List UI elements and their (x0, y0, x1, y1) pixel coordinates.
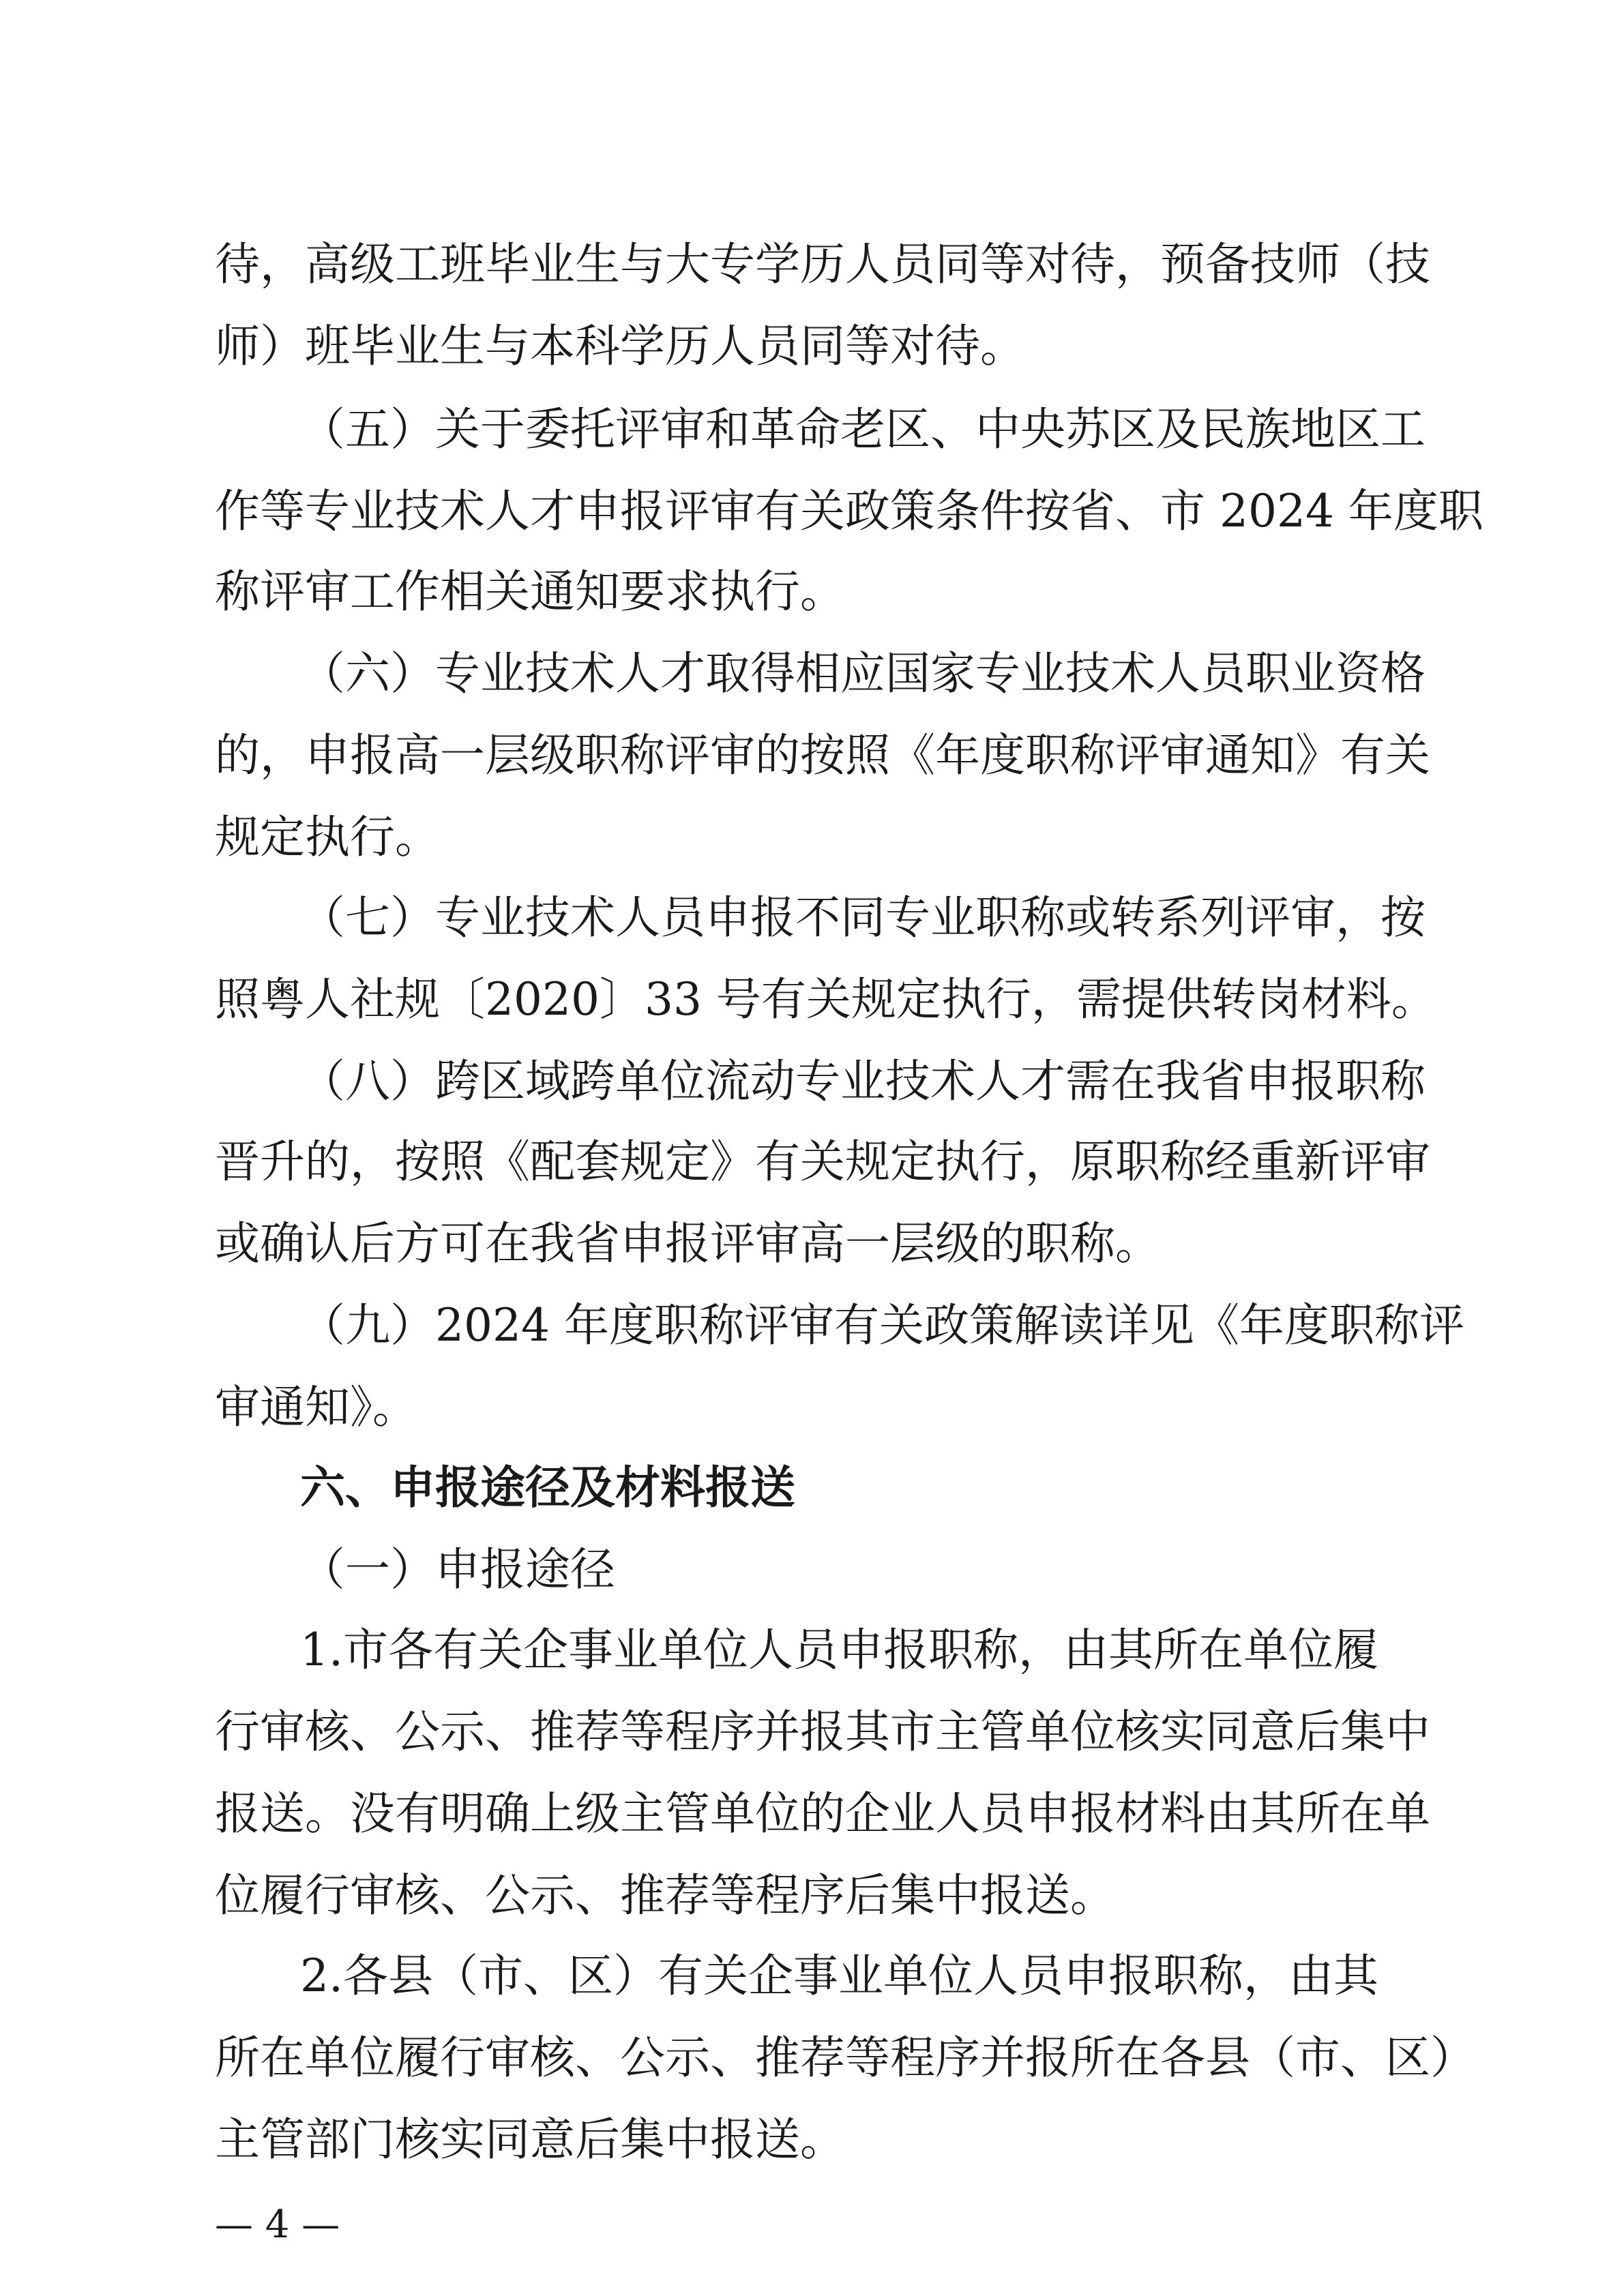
body-line: 行审核、公示、推荐等程序并报其市主管单位核实同意后集中 (215, 1705, 1430, 1758)
body-line: 待，高级工班毕业生与大专学历人员同等对待，预备技师（技 (215, 238, 1430, 290)
paragraph-five-start: （五）关于委托评审和革命老区、中央苏区及民族地区工 (300, 403, 1426, 456)
paragraph-six-start: （六）专业技术人才取得相应国家专业技术人员职业资格 (300, 647, 1426, 700)
item-one-start: 1.市各有关企事业单位人员申报职称，由其所在单位履 (300, 1624, 1378, 1676)
body-line: 的，申报高一层级职称评审的按照《年度职称评审通知》有关 (215, 729, 1430, 781)
subsection-heading: （一）申报途径 (300, 1543, 615, 1596)
body-line: 位履行审核、公示、推荐等程序后集中报送。 (215, 1869, 1115, 1922)
body-line: 报送。没有明确上级主管单位的企业人员申报材料由其所在单 (215, 1787, 1430, 1840)
body-line: 晋升的，按照《配套规定》有关规定执行，原职称经重新评审 (215, 1135, 1430, 1188)
item-two-start: 2.各县（市、区）有关企事业单位人员申报职称，由其 (300, 1950, 1378, 2002)
paragraph-nine-start: （九）2024 年度职称评审有关政策解读详见《年度职称评 (300, 1299, 1464, 1352)
body-line: 称评审工作相关通知要求执行。 (215, 565, 845, 618)
body-line: 照粤人社规〔2020〕33 号有关规定执行，需提供转岗材料。 (215, 973, 1436, 1026)
body-line: 师）班毕业生与本科学历人员同等对待。 (215, 320, 1025, 372)
section-heading: 六、申报途径及材料报送 (300, 1461, 795, 1514)
body-line: 主管部门核实同意后集中报送。 (215, 2113, 845, 2166)
body-line: 审通知》。 (215, 1381, 417, 1433)
paragraph-eight-start: （八）跨区域跨单位流动专业技术人才需在我省申报职称 (300, 1055, 1426, 1107)
page-number: — 4 — (215, 2203, 340, 2247)
body-line: 或确认后方可在我省申报评审高一层级的职称。 (215, 1217, 1160, 1270)
paragraph-seven-start: （七）专业技术人员申报不同专业职称或转系列评审，按 (300, 891, 1426, 944)
body-line: 所在单位履行审核、公示、推荐等程序并报所在各县（市、区） (215, 2031, 1475, 2084)
body-line: 作等专业技术人才申报评审有关政策条件按省、市 2024 年度职 (215, 485, 1483, 537)
body-line: 规定执行。 (215, 811, 440, 863)
